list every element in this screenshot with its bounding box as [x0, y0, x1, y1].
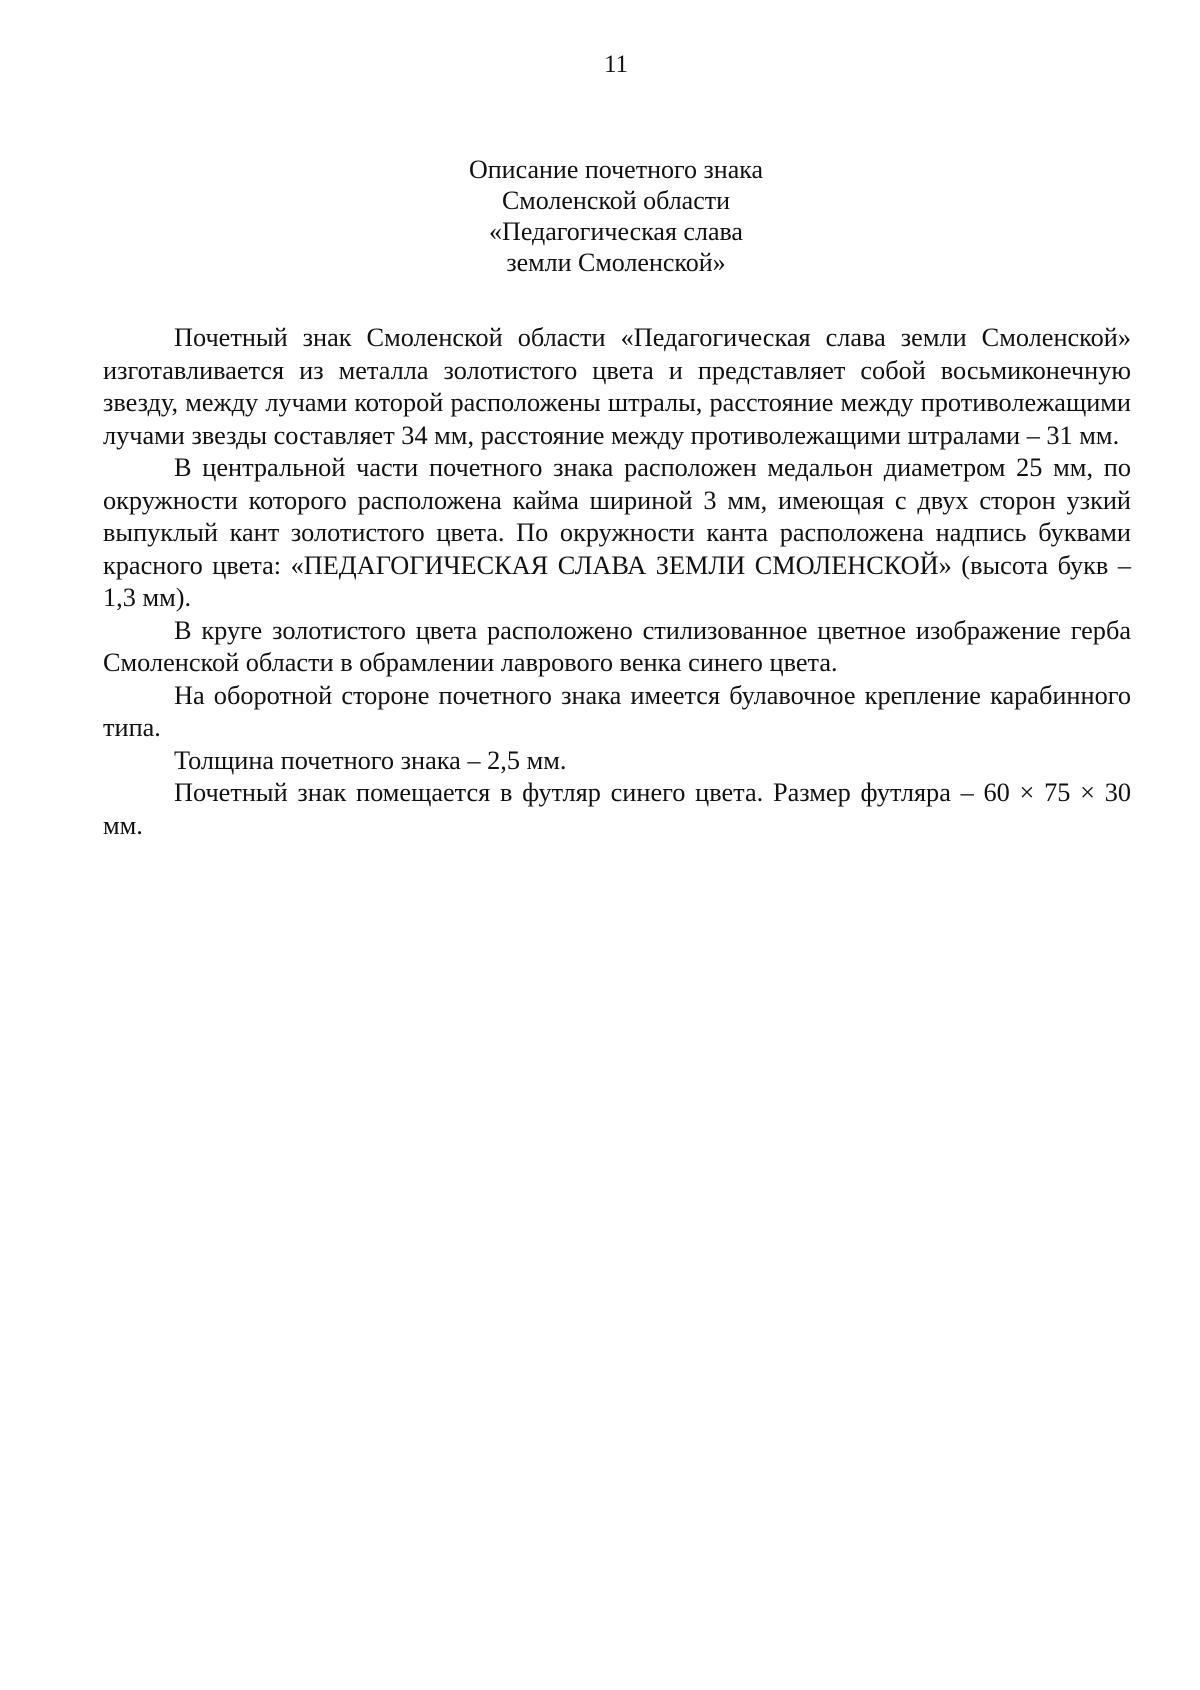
document-body — [103, 322, 1131, 842]
paragraph-description: Почетный знак Смоленской области «Педагогическая слава земли Смоленской» изготавливается из металла золотистого цвета и представляет собой восьмиконечную звезду, между лучами которой расположены штралы, расстояние между противолежащими лучами звезды составляет 34 мм, расстояние между противолежащими штралами – 31 мм. — [103, 323, 1131, 450]
paragraph-fastening: На оборотной стороне почетного знака имеется булавочное крепление карабинного типа. — [103, 680, 1131, 742]
title-line: Смоленской области — [501, 186, 731, 215]
paragraph-case: Почетный знак помещается в футляр синего цвета. Размер футляра – 60 × 75 × 30 мм. — [103, 778, 1131, 840]
title-line: земли Смоленской» — [506, 248, 726, 277]
document-title — [0, 154, 1200, 278]
title-line: Описание почетного знака — [468, 155, 764, 184]
page-number: 11 — [603, 51, 629, 78]
title-line: «Педагогическая слава — [489, 217, 743, 246]
paragraph-coat-of-arms: В круге золотистого цвета расположено стилизованное цветное изображение герба Смоленской области в обрамлении лаврового венка синего цвета. — [103, 615, 1131, 677]
paragraph-thickness: Толщина почетного знака – 2,5 мм. — [174, 745, 567, 775]
paragraph-medallion: В центральной части почетного знака расположен медальон диаметром 25 мм, по окружности которого расположена кайма шириной 3 мм, имеющая с двух сторон узкий выпуклый кант золотистого цвета. По окружности канта расположена надпись буквами красного цвета: «ПЕДАГОГИЧЕСКАЯ СЛАВА ЗЕМЛИ СМОЛЕНСКОЙ» (высота букв – 1,3 мм). — [103, 453, 1131, 612]
